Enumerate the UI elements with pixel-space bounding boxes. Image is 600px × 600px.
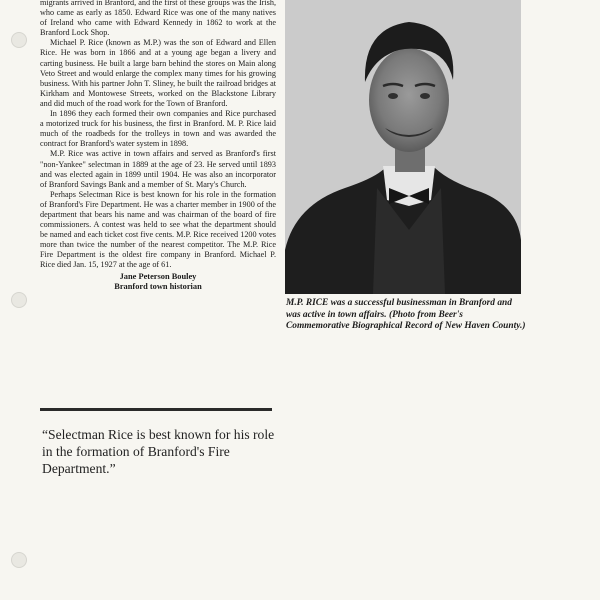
article-paragraph-1: migrants arrived in Branford, and the first of these groups was the Irish, who came as early as 1850. Edward Rice was one of the many natives of Ireland who came with Edward Kennedy in 1862 to work at the Branford Lock Shop. (40, 0, 276, 38)
article-paragraph-3: In 1896 they each formed their own companies and Rice purchased a motorized truck for his business, the first in Branford. M. P. Rice laid much of the roadbeds for the trolleys in town and was awarded the contract for Branford's water system in 1898. (40, 109, 276, 149)
article-signature (40, 272, 276, 292)
photo-caption: M.P. RICE was a successful businessman in Branford and was active in town affairs. (Photo from Beer's Commemorative Biographical Record of New Haven County.) (286, 298, 526, 332)
article-paragraph-4: M.P. Rice was active in town affairs and served as Branford's first "non-Yankee" selectman in 1889 at the age of 23. He served until 1893 and was elected again in 1899 until 1904. He was also an incorporator of Branford Savings Bank and a member of St. Mary's Church. (40, 149, 276, 189)
portrait-illustration (285, 0, 521, 294)
author-name: Jane Peterson Bouley (119, 271, 197, 281)
article-paragraph-5: Perhaps Selectman Rice is best known for his role in the formation of Branford's Fire Department. He was a charter member in 1900 of the department that bears his name and was chairman of the board of fire commissioners. A contest was held to see what the department should be named and each ticket cost five cents. M.P. Rice received 1200 votes more than twice the number of the nearest competitor. The M.P. Rice Fire Department is the oldest fire company in Branford. Michael P. Rice died Jan. 15, 1927 at the age of 61. (40, 189, 276, 270)
article-paragraph-2: Michael P. Rice (known as M.P.) was the son of Edward and Ellen Rice. He was born in 1866 and at a young age began a livery and carting business. He built a large barn behind the stores on Main along Veto Street and would enlarge the complex many times for his growing business. With his partner John T. Sliney, he built the railroad bridges at Kirkham and Montowese Streets, worked on the Blackstone Library and did much of the road work for the Town of Branford. (40, 38, 276, 108)
portrait-photo (285, 0, 521, 294)
pull-quote: “Selectman Rice is best known for his role in the formation of Branford's Fire Department.” (42, 427, 275, 476)
article-text (40, 0, 276, 292)
section-divider (40, 408, 272, 411)
binder-hole-middle (11, 292, 27, 308)
binder-hole-bottom (11, 552, 27, 568)
binder-hole-top (11, 32, 27, 48)
author-title: Branford town historian (114, 281, 202, 291)
